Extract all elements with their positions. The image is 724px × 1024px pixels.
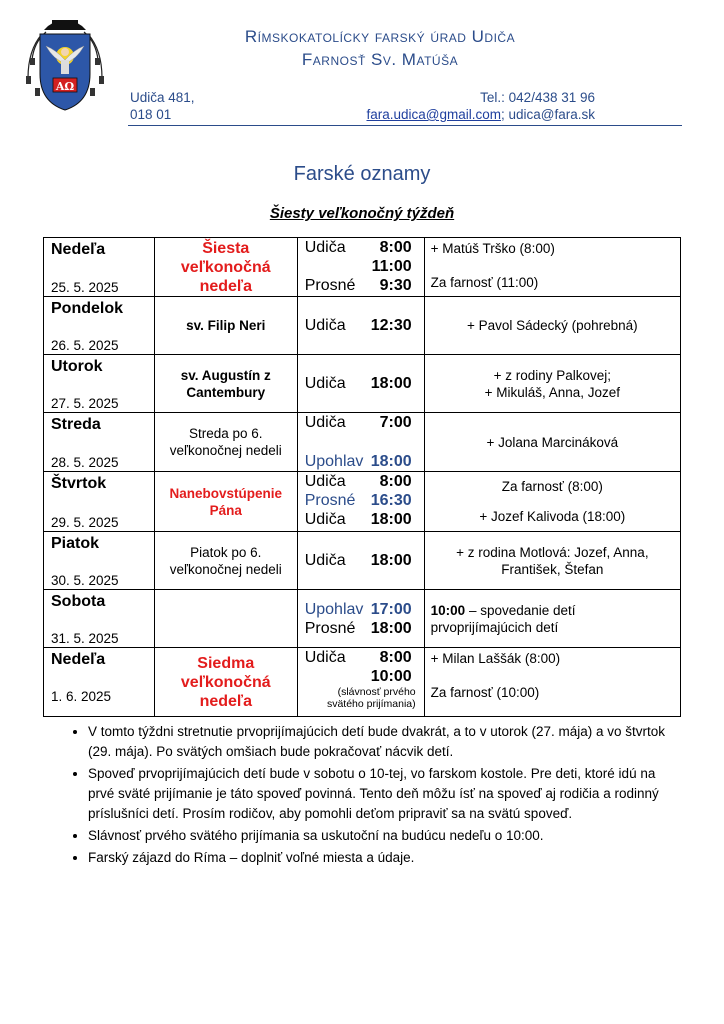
mass-place: Upohlav — [304, 600, 364, 618]
mass-hour: 8:00 — [379, 473, 412, 490]
mass-hour: 16:30 — [370, 492, 412, 509]
day-date: 30. 5. 2025 — [51, 573, 119, 588]
mass-time — [305, 551, 412, 570]
list-item: • Spoveď prvoprijímajúcich detí bude v sobotu o 10-tej, vo farskom kostole. Pre deti, ktoré idú na prvé sväté prijímanie je táto spoveď povinná. Tento deň môžu ísť na spoveď aj rodičia a rodinný príslušníci detí. Prosím rodičov, aby pomohli deťom pripraviť sa na svätú spoveď. — [88, 764, 678, 824]
contact-block — [366, 89, 595, 123]
crest-alpha-omega-text: AΩ — [55, 80, 75, 93]
feast-line: veľkonočnej nedeli — [169, 443, 282, 458]
feast-line: veľkonočná — [180, 673, 271, 691]
feast-line: nedeľa — [199, 692, 252, 710]
day-name: Piatok — [51, 535, 100, 552]
email-line — [366, 106, 595, 123]
mass-hour: 18:00 — [370, 453, 412, 470]
day-date: 1. 6. 2025 — [51, 689, 112, 704]
mass-time — [305, 316, 412, 335]
mass-intention: + z rodiny Palkovej; — [493, 367, 612, 383]
mass-time — [305, 619, 412, 638]
list-item: • Farský zájazd do Ríma – doplniť voľné miesta a údaje. — [88, 848, 678, 868]
day-name: Nedeľa — [51, 241, 106, 258]
table-row — [44, 532, 681, 590]
table-row — [44, 413, 681, 472]
mass-place: Prosné — [304, 492, 356, 509]
mass-time — [305, 600, 412, 619]
day-date: 25. 5. 2025 — [51, 280, 119, 295]
mass-hour: 18:00 — [370, 375, 412, 392]
mass-intention: Za farnosť (8:00) — [501, 479, 603, 495]
announcement-list — [62, 722, 678, 870]
day-date: 27. 5. 2025 — [51, 396, 119, 411]
mass-time — [305, 257, 412, 276]
day-name: Štvrtok — [51, 475, 107, 492]
table-row — [44, 648, 681, 717]
mass-hour: 11:00 — [371, 258, 412, 275]
mass-intention: + z rodina Motlová: Jozef, Anna, — [456, 544, 649, 560]
mass-time — [305, 452, 412, 471]
feast-line: Pána — [209, 502, 242, 518]
list-item: • V tomto týždni stretnutie prvoprijímajúcich detí bude dvakrát, a to v utorok (27. mája) a vo štvrtok (29. mája). Po svätých omšiach bude pokračovať nácvik detí. — [88, 722, 678, 762]
mass-intention: + Jolana Marcináková — [486, 434, 619, 450]
mass-hour: 17:00 — [370, 600, 412, 618]
mass-time — [305, 413, 412, 432]
mass-time — [305, 276, 412, 295]
parish-crest-logo — [24, 16, 106, 112]
mass-place: Prosné — [304, 277, 356, 294]
mass-intention: + Milan Laššák (8:00) — [430, 651, 561, 666]
mass-hour: 18:00 — [370, 511, 412, 528]
mass-intention: Za farnosť (11:00) — [430, 275, 539, 290]
mass-place: Udiča — [304, 239, 346, 256]
mass-time — [305, 238, 412, 257]
mass-time — [305, 648, 416, 667]
day-date: 28. 5. 2025 — [51, 455, 119, 470]
intention-time: 10:00 — [430, 602, 466, 618]
mass-intention: + Pavol Sádecký (pohrebná) — [466, 318, 638, 333]
page-title: Farské oznamy — [293, 163, 431, 185]
mass-intention: František, Štefan — [501, 561, 604, 577]
table-row — [44, 472, 681, 532]
mass-hour: 9:30 — [379, 277, 412, 294]
mass-time — [305, 667, 416, 686]
day-name: Utorok — [51, 358, 103, 375]
mass-place: Udiča — [304, 317, 346, 334]
mass-time — [305, 472, 412, 491]
feast-line: Cantembury — [186, 384, 266, 400]
day-date: 29. 5. 2025 — [51, 515, 119, 530]
feast-line: Šiesta — [202, 239, 250, 257]
feast-line: Piatok po 6. — [190, 544, 262, 560]
mass-place: Upohlav — [304, 453, 364, 470]
mass-time — [305, 510, 412, 529]
mass-time — [305, 374, 412, 393]
feast-line: Streda po 6. — [188, 426, 263, 441]
mass-intention: + Matúš Trško (8:00) — [430, 241, 555, 256]
mass-hour: 12:30 — [370, 317, 412, 334]
first-communion-note: (slávnosť prvého — [337, 686, 416, 698]
mass-hour: 10:00 — [370, 668, 412, 685]
parish-name: Farnosť Sv. Matúša — [301, 50, 459, 69]
intention-text: – spovedanie detí prvoprijímajúcich detí — [430, 602, 576, 635]
feast-line: veľkonočná — [180, 258, 271, 276]
table-row — [44, 355, 681, 413]
table-row — [44, 297, 681, 355]
mass-place: Udiča — [304, 473, 346, 490]
mass-intention: Za farnosť (10:00) — [430, 685, 540, 700]
address-postcode: 018 01 — [130, 107, 172, 122]
feast-line: Nanebovstúpenie — [169, 485, 283, 501]
mass-schedule-table — [43, 237, 681, 717]
first-communion-note: svätého prijímania) — [326, 698, 416, 710]
email-link[interactable]: fara.udica@gmail.com — [366, 107, 501, 122]
parish-office-name: Rímskokatolícky farský úrad Udiča — [244, 27, 516, 46]
mass-place: Udiča — [304, 375, 346, 392]
list-item: • Slávnosť prvého svätého prijímania sa uskutoční na budúcu nedeľu o 10:00. — [88, 826, 678, 846]
table-row — [44, 238, 681, 297]
phone-number: Tel.: 042/438 31 96 — [480, 90, 595, 105]
mass-intention: + Jozef Kalivoda (18:00) — [479, 508, 626, 524]
day-date: 26. 5. 2025 — [51, 338, 119, 353]
day-date: 31. 5. 2025 — [51, 631, 119, 646]
address-block — [130, 89, 195, 123]
feast-line: nedeľa — [199, 277, 252, 295]
day-name: Streda — [51, 416, 101, 433]
table-row — [44, 590, 681, 648]
mass-place: Prosné — [304, 619, 356, 637]
address-street: Udiča 481, — [130, 90, 195, 105]
mass-place: Udiča — [304, 511, 346, 528]
mass-intention: + Mikuláš, Anna, Jozef — [484, 384, 621, 400]
email-secondary: ; udica@fara.sk — [501, 107, 595, 122]
mass-place: Udiča — [304, 414, 346, 431]
mass-time — [305, 491, 412, 510]
feast-line: veľkonočnej nedeli — [169, 561, 282, 577]
mass-hour: 18:00 — [370, 619, 412, 637]
day-name: Sobota — [51, 593, 106, 610]
mass-hour: 18:00 — [370, 552, 412, 569]
feast-line: sv. Filip Neri — [186, 318, 266, 333]
day-name: Nedeľa — [51, 651, 106, 668]
feast-line: sv. Augustín z — [180, 367, 271, 383]
mass-place: Udiča — [304, 649, 346, 666]
mass-place: Udiča — [304, 552, 346, 569]
day-name: Pondelok — [51, 300, 124, 317]
mass-intention — [431, 602, 674, 636]
week-subtitle: Šiesty veľkonočný týždeň — [269, 205, 455, 222]
mass-hour: 8:00 — [379, 649, 412, 666]
feast-line: Siedma — [197, 654, 255, 672]
mass-hour: 7:00 — [379, 414, 412, 431]
header-divider — [128, 125, 682, 126]
mass-hour: 8:00 — [379, 239, 412, 256]
